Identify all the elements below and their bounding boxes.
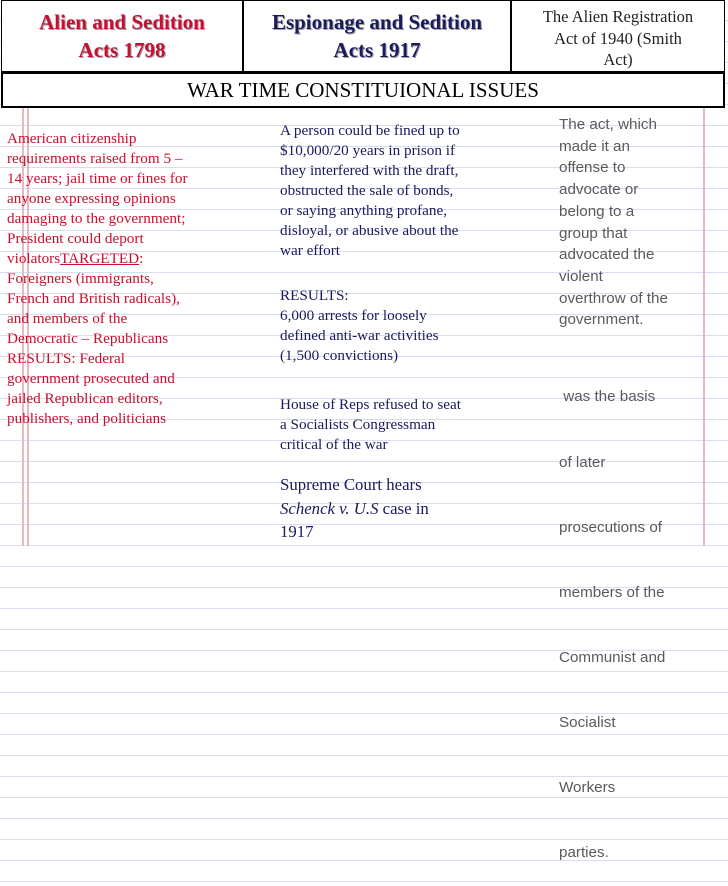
text-line: and members of the <box>7 310 128 327</box>
text-line: damaging to the government; <box>7 210 186 227</box>
text-line: advocate or <box>559 181 639 199</box>
espionage-penalties-text <box>280 121 500 261</box>
text-line: The act, which <box>559 116 657 133</box>
text-line: a Socialists Congressman <box>280 416 436 433</box>
text-line: was the basis <box>559 388 656 406</box>
text-line: belong to a <box>559 202 635 220</box>
text-line: RESULTS: Federal <box>7 350 125 367</box>
text-line: members of the <box>559 583 665 601</box>
text-line: 1917 <box>280 522 314 541</box>
text-line: made it an <box>559 137 630 155</box>
header-title-line1: Alien and Sedition <box>39 10 205 34</box>
text-line: disloyal, or abusive about the <box>280 222 459 239</box>
text-line: obstructed the sale of bonds, <box>280 182 454 199</box>
text-line: French and British radicals), <box>7 290 180 307</box>
text-line: critical of the war <box>280 436 388 453</box>
header-title-line1: The Alien Registration <box>542 7 694 26</box>
header-title-line2: Act of 1940 (Smith <box>554 28 682 48</box>
text-line: A person could be fined up to <box>280 122 460 139</box>
text-line: Socialist <box>559 713 616 731</box>
targeted-label: TARGETED <box>60 250 140 267</box>
header-title-line2: Acts 1798 <box>78 38 166 62</box>
text-line <box>7 249 237 269</box>
text-line: House of Reps refused to seat <box>280 396 461 413</box>
text-line: RESULTS: <box>280 287 349 304</box>
text-line: they interfered with the draft, <box>280 162 459 179</box>
text-line: offense to <box>559 159 626 177</box>
smith-act-prosecutions <box>559 343 699 886</box>
header-cell-alien-sedition-1798 <box>1 0 243 72</box>
supreme-court-text <box>280 473 500 544</box>
text-line <box>280 497 500 521</box>
text-line: Supreme Court hears <box>280 475 422 494</box>
text-line: prosecutions of <box>559 518 662 536</box>
text-line: anyone expressing opinions <box>7 190 176 207</box>
smith-act-description <box>559 114 699 331</box>
espionage-results-text <box>280 286 500 366</box>
text-line: (1,500 convictions) <box>280 347 399 364</box>
text-line: 6,000 arrests for loosely <box>280 307 427 324</box>
text-line: $10,000/20 years in prison if <box>280 142 456 159</box>
text-line: defined anti-war activities <box>280 327 439 344</box>
text-line: publishers, and politicians <box>7 410 167 427</box>
text-line: President could deport <box>7 230 144 247</box>
alien-sedition-text <box>7 129 237 429</box>
text-line: of later <box>559 453 606 471</box>
text-line: Foreigners (immigrants, <box>7 270 154 287</box>
text-line: group that <box>559 224 628 242</box>
house-of-reps-text <box>280 395 500 455</box>
header-title-line3: Act) <box>603 50 633 69</box>
text-line: advocated the <box>559 246 655 264</box>
text-line: parties. <box>559 844 609 862</box>
section-banner: WAR TIME CONSTITUIONAL ISSUES <box>1 72 725 108</box>
case-name: Schenck v. U.S <box>280 498 379 518</box>
header-title-line1: Espionage and Sedition <box>271 10 483 34</box>
text-line: violent <box>559 267 603 285</box>
text-line: Communist and <box>559 648 666 666</box>
text-line: American citizenship <box>7 130 137 147</box>
text-line: war effort <box>280 242 341 259</box>
text-line: requirements raised from 5 – <box>7 150 183 167</box>
header-cell-smith-act-1940 <box>511 0 725 72</box>
text-line: Workers <box>559 779 616 797</box>
text-line: Democratic – Republicans <box>7 330 169 347</box>
text-line: or saying anything profane, <box>280 202 448 219</box>
case-rest: case in <box>378 498 429 518</box>
header-title-line2: Acts 1917 <box>333 38 421 62</box>
violators-text: violators <box>7 250 61 267</box>
colon-text: : <box>139 250 144 267</box>
text-line: 14 years; jail time or fines for <box>7 170 188 187</box>
text-line: overthrow of the <box>559 289 668 307</box>
header-cell-espionage-sedition-1917 <box>243 0 511 72</box>
text-line: government prosecuted and <box>7 370 175 387</box>
text-line: jailed Republican editors, <box>7 390 163 407</box>
text-line: government. <box>559 311 644 329</box>
